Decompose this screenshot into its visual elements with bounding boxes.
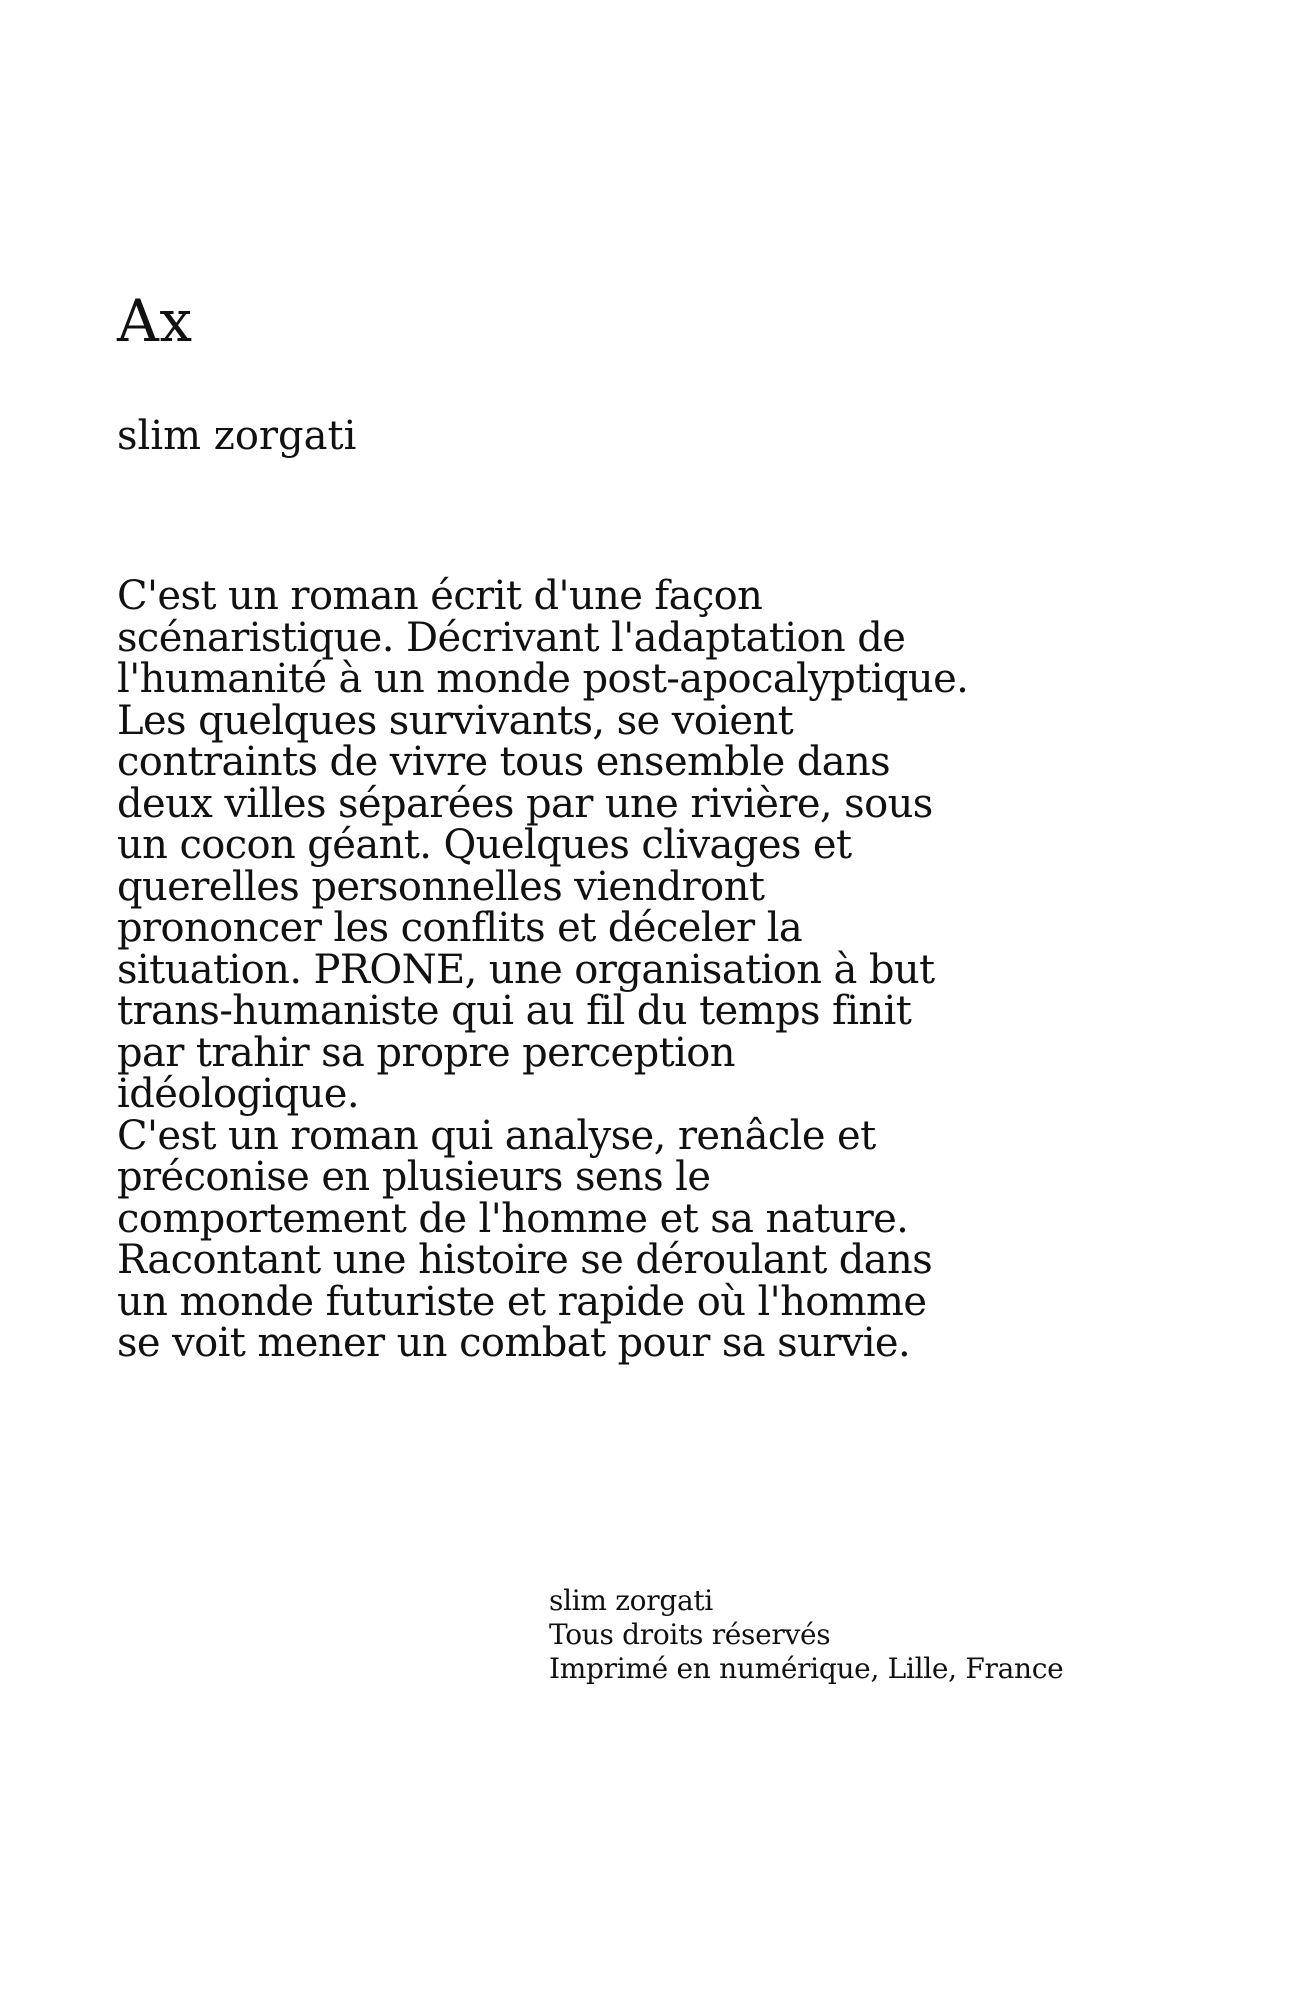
blurb-paragraph: C'est un roman écrit d'une façon scénaristique. Décrivant l'adaptation de l'humanité à un monde post-apocalyptique. Les quelques survivants, se voient contraints de vivre tous ensemble dans deux villes séparées par une rivière, sous un cocon géant. Quelques clivages et querelles personnelles viendront prononcer les conflits et déceler la situation. PRONE, une organisation à but trans-humaniste qui au fil du temps finit par trahir sa propre perception idéologique.	[117, 573, 969, 1117]
colophon	[549, 1584, 1063, 1686]
blurb-paragraph: C'est un roman qui analyse, renâcle et préconise en plusieurs sens le comportement de l'homme et sa nature. Racontant une histoire se déroulant dans un monde futuriste et rapide où l'homme se voit mener un combat pour sa survie.	[117, 1112, 933, 1366]
colophon-author: slim zorgati	[549, 1584, 713, 1617]
book-title: Ax	[117, 287, 193, 355]
colophon-rights: Tous droits réservés	[549, 1618, 831, 1651]
book-author: slim zorgati	[117, 413, 357, 459]
book-blurb	[117, 573, 977, 1366]
colophon-printing: Imprimé en numérique, Lille, France	[549, 1652, 1064, 1685]
